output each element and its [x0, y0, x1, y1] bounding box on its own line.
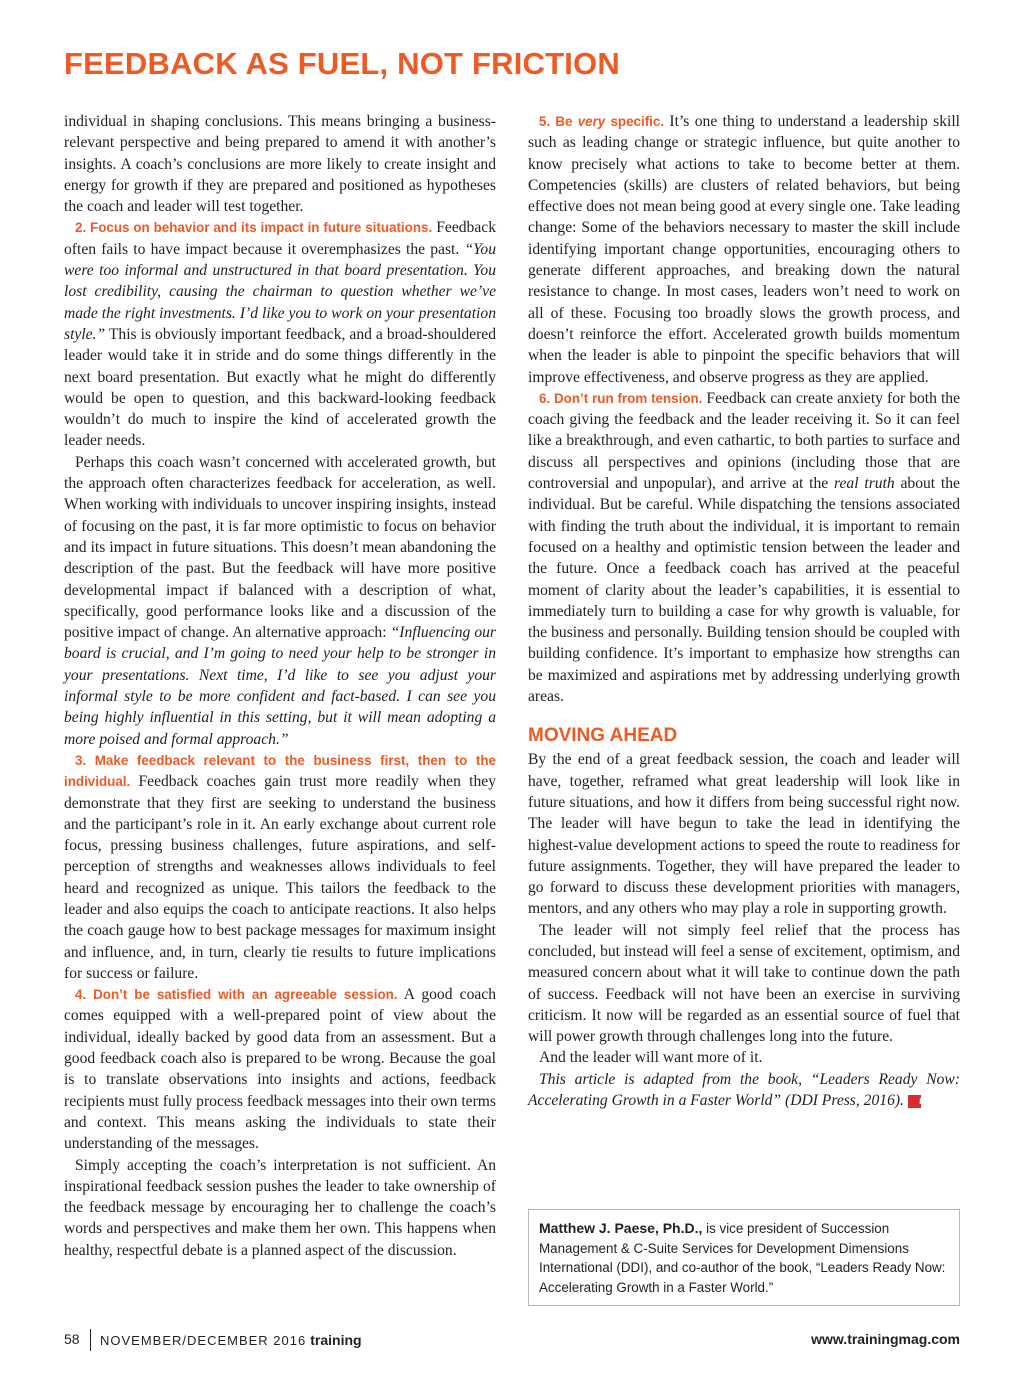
paragraph: Simply accepting the coach’s interpretation is not sufficient. An inspirational feedback session pushes the leader to take ownership of the feedback message by encouraging her to challenge the coach’s words and perspectives and make them her own. This happens when healthy, respectful debate is a planned aspect of the discussion. [64, 1156, 496, 1259]
end-mark-icon: t [908, 1095, 921, 1108]
paragraph: The leader will not simply feel relief that the process has concluded, but instead will feel a sense of excitement, optimism, and measured concern about what it will take to continue down the path of success. Feedback will not have been an exercise in surviving criticism. It now will be regarded as an essential source of fuel that will power growth through challenges long into the future. [528, 921, 960, 1046]
section-heading: MOVING AHEAD [528, 725, 678, 747]
paragraph-text: Perhaps this coach wasn’t concerned with accelerated growth, but the approach often characterizes feedback for acceleration, as well. When working with individuals to uncover inspiring insights, instead of focusing on the past, it is far more optimistic to focus on behavior and its impact in future situations. This doesn’t mean abandoning the description of the past. But the feedback will have more positive developmental impact if balanced with a description of what, specifically, good performance looks like and a discussion of the positive impact of change. An alternative approach: [64, 453, 496, 642]
point-heading-emphasis: very [577, 114, 606, 129]
left-column [64, 111, 496, 1261]
footer-divider [90, 1329, 91, 1351]
point-heading: 3. Make feedback relevant to the business first, then to the individual. [64, 752, 496, 790]
paragraph [64, 452, 496, 750]
adaptation-note [528, 1069, 960, 1112]
issue-info [100, 1332, 362, 1348]
magazine-name: training [310, 1332, 362, 1348]
paragraph-text: about the individual. But be careful. While dispatching the tensions associated with finding the truth about the individual, it is important to remain focused on a healthy and optimistic tension between the leader and the future. Once a feedback coach has arrived at the peaceful moment of clarity about the leader’s capabilities, it is essential to immediately turn to building a case for why growth is valuable, for the business and personally. Building tension should be coupled with building confidence. It’s important to emphasize how strengths can be maximized and aspirations met by addressing underlying growth areas. [528, 475, 960, 706]
page-number: 58 [64, 1331, 80, 1347]
paragraph [64, 984, 496, 1154]
paragraph: individual in shaping conclusions. This means bringing a business-relevant perspective and being prepared to amend it with another’s insights. A coach’s conclusions are more likely to create insight and energy for growth if they are prepared and positioned as hypotheses the coach and leader will test together. [64, 113, 496, 216]
paragraph-text: This is obviously important feedback, and a broad-shouldered leader would take it in stride and do some things differently in the next board presentation. But exactly what he might do differently would be open to question, and this backward-looking feedback wouldn’t do much to inspire the kind of accelerated growth the leader needs. [64, 325, 496, 450]
page-footer [64, 1331, 960, 1353]
paragraph-text: A good coach comes equipped with a well-prepared point of view about the individual, ideally backed by good data from an assessment. But a good feedback coach also is prepared to be wrong. Because the goal is to translate observations into insights and actions, feedback recipients must fully process feedback messages into their own terms and context. This means asking the individuals to state their understanding of the messages. [64, 986, 497, 1153]
point-heading: 6. Don’t run from tension. [539, 390, 703, 406]
paragraph-text: Feedback can create anxiety for both the coach giving the feedback and the leader receiving it. So it can feel like a breakthrough, and even cathartic, to both parties to surface and discuss all perspectives and opinions (including those that are controversial and unpopular), and arrive at the [528, 389, 960, 493]
issue-date: NOVEMBER/DECEMBER 2016 [100, 1333, 307, 1348]
paragraph [64, 750, 496, 984]
quote-text: “You were too informal and unstructured in that board presentation. You lost credibility, causing the chairman to question whether we’ve made the right investments. I’d like you to work on your presentation style.” [64, 240, 496, 343]
paragraph: By the end of a great feedback session, the coach and leader will have, together, reframed what great leadership will look like in future situations, and how it differs from being successful right now. The leader will have begun to take the lead in identifying the highest-value development actions to speed the route to readiness for future assignments. Together, they will have prepared the leader to go forward to discuss these development priorities with managers, mentors, and any others who may play a role in supporting growth. [528, 751, 960, 918]
paragraph [528, 111, 960, 388]
adaptation-note-text: This article is adapted from the book, “Leaders Ready Now: Accelerating Growth in a Faster World” (DDI Press, 2016). [528, 1070, 960, 1110]
paragraph: And the leader will want more of it. [539, 1049, 763, 1067]
author-name: Matthew J. Paese, Ph.D., [539, 1220, 703, 1236]
author-bio-box [528, 1209, 960, 1306]
paragraph-text: Feedback coaches gain trust more readily when they demonstrate that they first are seeking to understand the business and the participant’s role in it. An early exchange about current role focus, pressing business challenges, future aspirations, and self-perception of strengths and weaknesses allows individuals to feel heard and recognized as unique. This tailors the feedback to the leader and also equips the coach to anticipate reactions. It also helps the coach gauge how to best package messages for maximum insight and influence, and, in turn, clearly tie results to future implications for success or failure. [64, 773, 496, 982]
point-heading-part: 5. Be [539, 114, 578, 129]
point-heading: 4. Don’t be satisfied with an agreeable session. [75, 987, 398, 1003]
author-bio-text: is vice president of Succession Management & C-Suite Services for Development Dimensions International (DDI), and co-author of the book, “Leaders Ready Now: Accelerating Growth in a Faster World.” [539, 1221, 946, 1295]
website-link[interactable]: www.trainingmag.com [811, 1331, 960, 1347]
emphasis-text: real truth [834, 475, 895, 493]
point-heading [539, 114, 664, 129]
article-title: FEEDBACK AS FUEL, NOT FRICTION [64, 46, 620, 81]
point-heading: 2. Focus on behavior and its impact in future situations. [75, 220, 433, 236]
paragraph [528, 388, 960, 707]
paragraph-text: It’s one thing to understand a leadership skill such as leading change or strategic influence, but quite another to know precisely what actions to take to become better at them. Competencies (skills) are clusters of related behaviors, but being effective does not mean being good at every single one. Take leading change: Some of the behaviors necessary to master the skill include identifying important change opportunities, encouraging others to generate different approaches, and breaking down the natural resistance to change. In most cases, leaders won’t need to work on all of these. Focusing too broadly slows the growth process, and doesn’t reinforce the effort. Accelerated growth builds momentum when the leader is able to pinpoint the specific behaviors that will improve effectiveness, and observe progress as they are applied. [528, 113, 960, 386]
paragraph [64, 217, 496, 451]
paragraph-text: Feedback often fails to have impact because it overemphasizes the past. [64, 219, 496, 258]
right-column [528, 111, 960, 1111]
quote-text: “Influencing our board is crucial, and I’m going to need your help to be stronger in your presentations. Next time, I’d like to see you adjust your informal style to be more confident and fact-based. I can see you being highly influential in this setting, but it will mean adopting a more poised and formal approach.” [64, 624, 496, 748]
point-heading-part: specific. [605, 114, 665, 129]
